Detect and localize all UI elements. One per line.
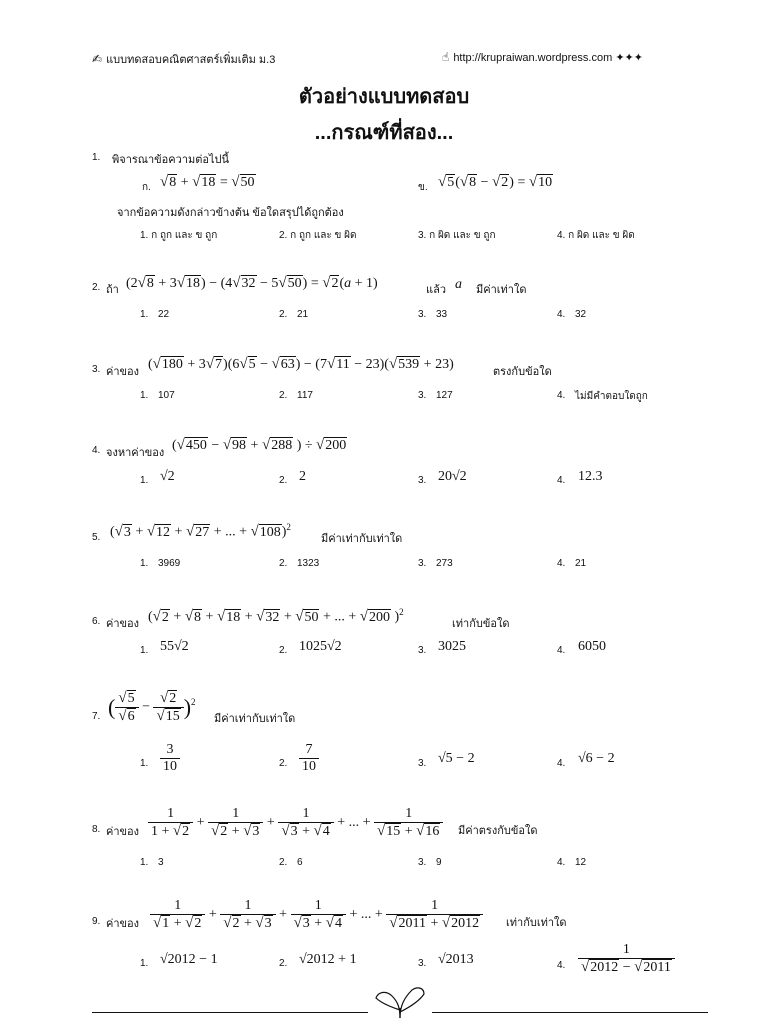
q4-option-2[interactable]: 2 [299,469,306,484]
q9-option-3-num: 3. [418,958,427,969]
q7-option-3[interactable]: √5 − 2 [438,751,475,766]
q1-text: พิจารณาข้อความต่อไปนี้ [112,154,230,166]
q8-option-4-num: 4. [557,857,566,868]
q7-suffix: มีค่าเท่ากับเท่าใด [214,713,296,725]
q5-option-2-num: 2. [279,558,288,569]
q4-option-1-num: 1. [140,475,149,486]
q1-number: 1. [92,152,101,163]
q6-prefix: ค่าของ [106,618,140,630]
q6-option-2-num: 2. [279,645,288,656]
q8-option-4[interactable]: 12 [575,857,587,868]
q8-option-2[interactable]: 6 [297,857,303,868]
q9-option-1-num: 1. [140,958,149,969]
q7-option-2[interactable]: $\frac{7}{10}$ [299,742,319,775]
q2-option-1[interactable]: 22 [158,309,170,320]
q2-option-2[interactable]: 21 [297,309,309,320]
q6-math: (√2 + √8 + √18 + √32 + √50 + ... + √200 )$^2$ [148,607,404,625]
q8-number: 8. [92,824,101,835]
q2-math: (2√8 + 3√18) − (4√32 − 5√50) = √2(a + 1) [126,275,378,291]
q1-option-1[interactable]: 1. ก ถูก และ ข ถูก [140,230,218,241]
q4-option-2-num: 2. [279,475,288,486]
q4-option-4[interactable]: 12.3 [578,469,603,484]
q4-prefix: จงหาค่าของ [106,447,165,459]
q6-option-4[interactable]: 6050 [578,639,606,654]
q2-option-3[interactable]: 33 [436,309,448,320]
q1-b-label: ข. [418,182,428,193]
header-url: http://krupraiwan.wordpress.com ✦✦✦ [453,52,643,64]
q5-number: 5. [92,532,101,543]
q2-option-2-num: 2. [279,309,288,320]
q8-prefix: ค่าของ [106,826,140,838]
header-right [442,50,643,64]
q3-option-1-num: 1. [140,390,149,401]
q9-option-4-num: 4. [557,960,566,971]
q3-option-1[interactable]: 107 [158,390,175,401]
page-title: ตัวอย่างแบบทดสอบ [298,86,470,108]
q6-option-4-num: 4. [557,645,566,656]
q8-option-2-num: 2. [279,857,288,868]
q9-suffix: เท่ากับเท่าใด [506,917,567,929]
q5-option-1-num: 1. [140,558,149,569]
q7-option-1-num: 1. [140,758,149,769]
q4-option-1[interactable]: √2 [160,469,175,484]
q1-followup: จากข้อความดังกล่าวข้างต้น ข้อใดสรุปได้ถูกต้อง [117,207,344,219]
q9-option-2-num: 2. [279,958,288,969]
q8-math: $\frac{1}{1 + √2}$ + $\frac{1}{√2 + √3}$ + $\frac{1}{√3 + √4}$ + ... + $\frac{1}{√15 + √16}$ [148,806,443,840]
q8-suffix: มีค่าตรงกับข้อใด [458,825,538,837]
q2-suffix-then: แล้ว [426,284,447,296]
q4-option-4-num: 4. [557,475,566,486]
q8-option-1-num: 1. [140,857,149,868]
q5-option-3[interactable]: 273 [436,558,453,569]
q9-number: 9. [92,916,101,927]
q5-suffix: มีค่าเท่ากับเท่าใด [321,533,403,545]
footer-divider-left [92,1012,368,1013]
q3-suffix: ตรงกับข้อใด [493,366,552,378]
pencil-icon: ✍ [92,52,103,66]
q5-option-4-num: 4. [557,558,566,569]
q1-b-math: √5(√8 − √2) = √10 [438,174,553,190]
q3-option-2[interactable]: 117 [297,390,313,401]
q3-option-4-num: 4. [557,390,566,401]
q2-option-1-num: 1. [140,309,149,320]
q5-option-4[interactable]: 21 [575,558,587,569]
q7-option-4-num: 4. [557,758,566,769]
pointer-icon: ☝ [442,50,450,64]
q2-prefix: ถ้า [106,284,119,296]
q5-option-1[interactable]: 3969 [158,558,181,569]
page-subtitle: ...กรณฑ์ที่สอง... [314,122,454,144]
q6-option-1[interactable]: 55√2 [160,639,189,654]
q8-option-3[interactable]: 9 [436,857,442,868]
q2-option-4[interactable]: 32 [575,309,587,320]
q5-option-3-num: 3. [418,558,427,569]
q6-suffix: เท่ากับข้อใด [452,618,510,630]
q7-option-4[interactable]: √6 − 2 [578,751,615,766]
q5-math: (√3 + √12 + √27 + ... + √108)$^2$ [110,522,291,540]
q3-math: (√180 + 3√7)(6√5 − √63) − (7√11 − 23)(√539 + 23) [148,356,454,372]
q3-option-3-num: 3. [418,390,427,401]
q3-prefix: ค่าของ [106,366,140,378]
q4-number: 4. [92,445,101,456]
q1-option-4[interactable]: 4. ก ผิด และ ข ผิด [557,230,635,241]
q6-option-2[interactable]: 1025√2 [299,639,342,654]
q6-number: 6. [92,616,101,627]
header-left-text: แบบทดสอบคณิตศาสตร์เพิ่มเติม ม.3 [106,54,276,66]
q4-math: (√450 − √98 + √288 ) ÷ √200 [172,437,347,453]
q3-option-2-num: 2. [279,390,288,401]
q6-option-1-num: 1. [140,645,149,656]
q1-option-2[interactable]: 2. ก ถูก และ ข ผิด [279,230,357,241]
q1-a-label: ก. [142,182,151,193]
q6-option-3-num: 3. [418,645,427,656]
q6-option-3[interactable]: 3025 [438,639,466,654]
q4-option-3[interactable]: 20√2 [438,469,467,484]
q3-option-4[interactable]: ไม่มีคำตอบใดถูก [575,391,648,402]
q5-option-2[interactable]: 1323 [297,558,320,569]
q7-option-3-num: 3. [418,758,427,769]
q2-number: 2. [92,282,101,293]
q9-option-4[interactable]: $\frac{1}{√2012 - √2011}$ [578,942,675,976]
q1-a-math: √8 + √18 = √50 [160,174,255,190]
q2-option-4-num: 4. [557,309,566,320]
q8-option-3-num: 3. [418,857,427,868]
sprout-icon [370,984,430,1020]
q9-option-3[interactable]: √2013 [438,952,474,967]
q7-option-1[interactable]: $\frac{3}{10}$ [160,742,180,775]
header-left [92,50,275,68]
q9-option-2[interactable]: √2012 + 1 [299,952,357,967]
q2-variable: a [455,277,462,292]
q1-option-3[interactable]: 3. ก ผิด และ ข ถูก [418,230,496,241]
footer-divider-right [432,1012,708,1013]
q8-option-1[interactable]: 3 [158,857,164,868]
q9-math: $\frac{1}{√1 + √2}$ + $\frac{1}{√2 + √3}$ + $\frac{1}{√3 + √4}$ + ... + $\frac{1}{√2011 + √2012}$ [150,898,483,932]
q2-option-3-num: 3. [418,309,427,320]
q7-option-2-num: 2. [279,758,288,769]
q3-number: 3. [92,364,101,375]
q3-option-3[interactable]: 127 [436,390,453,401]
q2-suffix: มีค่าเท่าใด [476,284,527,296]
q7-math: ( $\frac{√5}{√6}$ − $\frac{√2}{√15}$ )$^2$ [108,690,196,724]
q9-option-1[interactable]: √2012 − 1 [160,952,218,967]
q7-number: 7. [92,711,101,722]
q4-option-3-num: 3. [418,475,427,486]
q9-prefix: ค่าของ [106,918,140,930]
